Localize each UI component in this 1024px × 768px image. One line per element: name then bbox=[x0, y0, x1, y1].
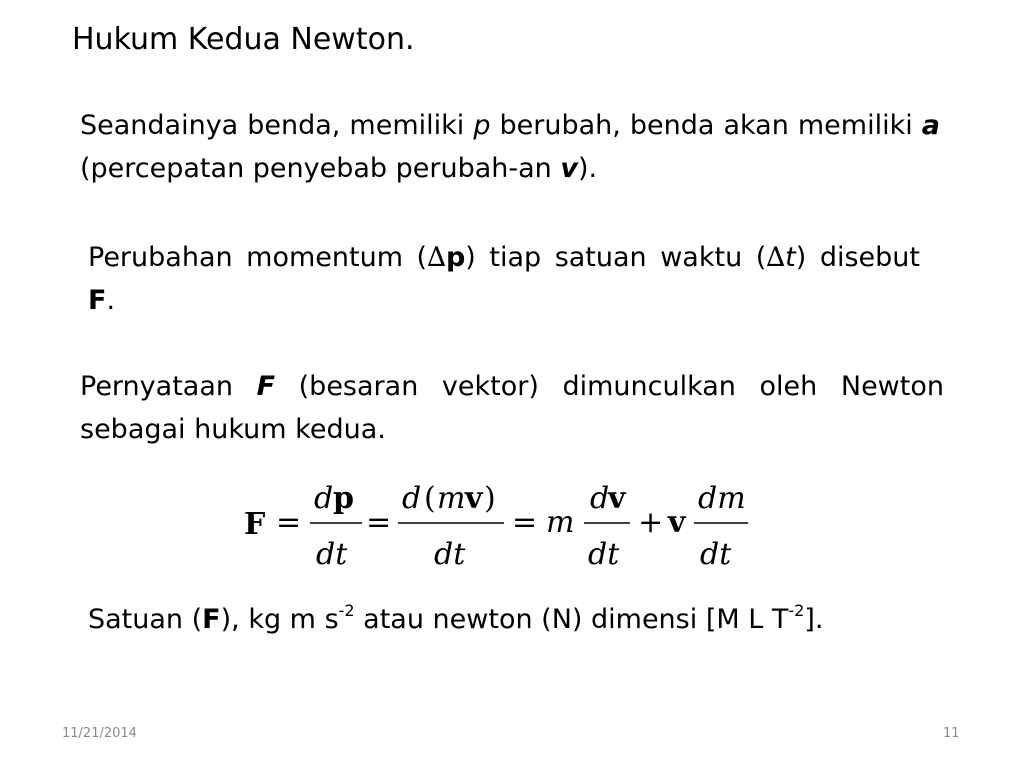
eq-d1: dt bbox=[316, 537, 348, 572]
eq-m: m bbox=[546, 505, 575, 540]
eq-d2: dt bbox=[434, 537, 466, 572]
eq-n2-open: ( bbox=[424, 481, 436, 516]
text: . bbox=[106, 285, 116, 316]
text: (percepatan penyebab perubah-an bbox=[80, 153, 561, 184]
slide-title: Hukum Kedua Newton. bbox=[72, 22, 415, 57]
eq-equals-3: = bbox=[512, 505, 538, 540]
symbol-F: F bbox=[88, 285, 107, 316]
paragraph-momentum-change bbox=[80, 104, 940, 190]
eq-n1-p: p bbox=[333, 481, 354, 516]
delta-symbol: ∆ bbox=[766, 242, 786, 273]
eq-n4: dm bbox=[698, 481, 746, 516]
symbol-p: p bbox=[445, 242, 466, 273]
newton-second-law-equation bbox=[240, 478, 760, 578]
text: ) tiap satuan waktu ( bbox=[465, 242, 767, 273]
paragraph-force-definition bbox=[88, 236, 920, 322]
text: Satuan ( bbox=[88, 604, 203, 635]
text: ), kg m s bbox=[220, 604, 339, 635]
paragraph-units bbox=[88, 598, 968, 644]
eq-n2-close: ) bbox=[484, 481, 496, 516]
symbol-F: F bbox=[202, 604, 221, 635]
text: (besaran vektor) dimunculkan oleh Newton sebagai hukum kedua. bbox=[80, 371, 944, 445]
text: ]. bbox=[804, 604, 824, 635]
delta-symbol: ∆ bbox=[427, 242, 446, 273]
text: Perubahan momentum ( bbox=[88, 242, 428, 273]
eq-equals-2: = bbox=[366, 505, 392, 540]
symbol-a: a bbox=[921, 110, 940, 141]
paragraph-second-law bbox=[80, 365, 944, 451]
text: Seandainya benda, memiliki bbox=[80, 110, 474, 141]
eq-lhs-F: F bbox=[244, 507, 266, 542]
superscript: -2 bbox=[338, 601, 355, 620]
eq-plus: + bbox=[638, 505, 664, 540]
footer-page-number: 11 bbox=[943, 726, 960, 741]
symbol-F: F bbox=[256, 371, 276, 402]
eq-d4: dt bbox=[700, 537, 732, 572]
footer-date: 11/21/2014 bbox=[62, 726, 137, 741]
symbol-t: t bbox=[785, 242, 796, 273]
eq-n2-v: v bbox=[465, 481, 483, 516]
text: ). bbox=[577, 153, 598, 184]
eq-equals-1: = bbox=[276, 505, 302, 540]
text: berubah, benda akan memiliki bbox=[490, 110, 922, 141]
eq-n3-v: v bbox=[608, 481, 626, 516]
eq-n2-d: d bbox=[402, 481, 422, 516]
eq-v: v bbox=[668, 505, 686, 540]
text: atau newton (N) dimensi [M L T bbox=[354, 604, 789, 635]
superscript: -2 bbox=[788, 601, 805, 620]
eq-n3-d: d bbox=[590, 481, 610, 516]
symbol-v: v bbox=[560, 153, 578, 184]
text: Pernyataan bbox=[80, 371, 257, 402]
symbol-p: p bbox=[473, 110, 491, 141]
eq-n2-m: m bbox=[437, 481, 466, 516]
eq-d3: dt bbox=[588, 537, 620, 572]
text: ) disebut bbox=[795, 242, 920, 273]
eq-n1-d: d bbox=[314, 481, 334, 516]
